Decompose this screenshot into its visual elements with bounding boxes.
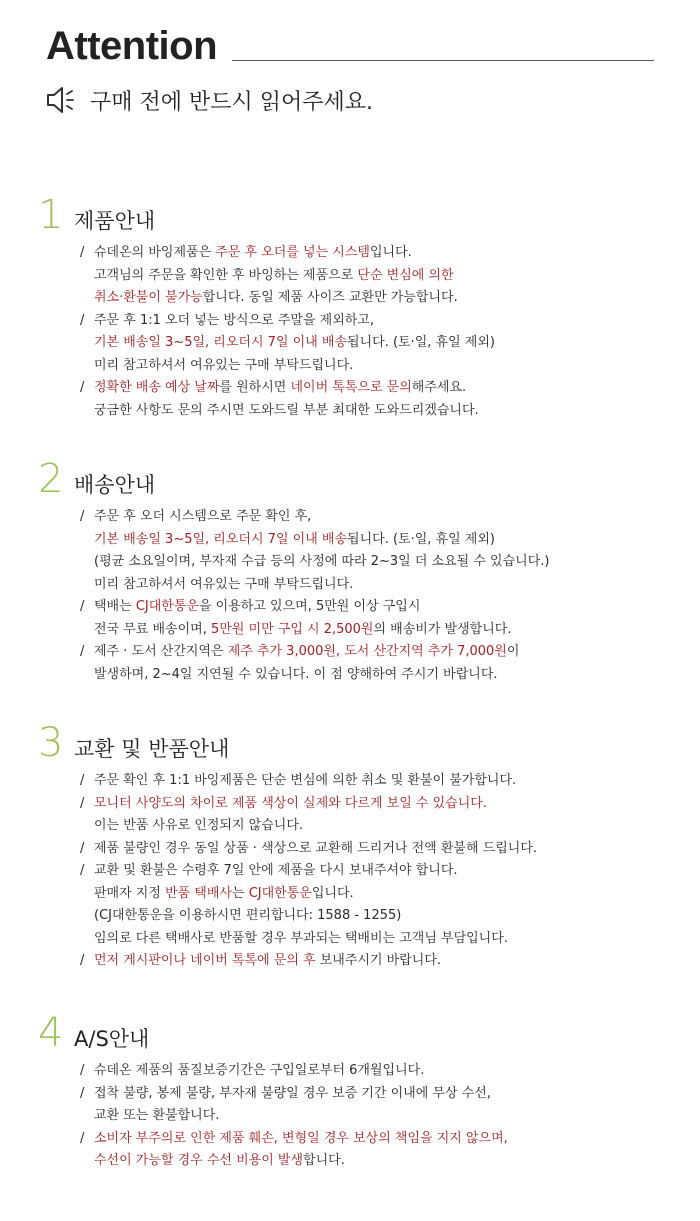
- speaker-icon: [46, 85, 82, 115]
- body-text: 제주 · 도서 산간지역은: [94, 644, 228, 659]
- text-line: [94, 664, 678, 687]
- text-line: [94, 596, 678, 619]
- body-text: (CJ대한통운을 이용하시면 편리합니다: 1588 - 1255): [94, 908, 402, 923]
- list-item: [38, 506, 678, 596]
- body-text: 고객님의 주문을 확인한 후 바잉하는 제품으로: [94, 267, 358, 283]
- bullet-slash: /: [80, 773, 85, 788]
- body-text: 합니다.: [303, 1153, 345, 1168]
- text-line: [94, 332, 678, 355]
- text-line: [94, 815, 678, 838]
- text-line: [94, 619, 678, 642]
- bullet-slash: /: [80, 380, 85, 395]
- text-line: [94, 1105, 678, 1128]
- section-title: A/S안내: [74, 1027, 150, 1051]
- text-line: [94, 1128, 678, 1151]
- body-text: 합니다. 동일 제품 사이즈 교환만 가능합니다.: [202, 290, 458, 305]
- body-text: 제품 불량인 경우 동일 상품 · 색상으로 교환해 드리거나 전액 환불해 드립니다.: [94, 840, 538, 856]
- section-1: [38, 192, 678, 422]
- highlight-text: 취소·환불이 불가능: [94, 290, 203, 305]
- body-text: 임의로 다른 택배사로 반품할 경우 부과되는 택배비는 고객님 부담입니다.: [94, 930, 508, 946]
- list-item: [38, 950, 678, 973]
- body-text: 입니다.: [311, 885, 354, 901]
- body-text: 슈데온의 바잉제품은: [94, 245, 216, 260]
- bullet-slash: /: [80, 840, 85, 856]
- body-text: 입니다.: [369, 245, 412, 260]
- highlight-text: 주문 후 오더를 넣는 시스템: [215, 245, 370, 260]
- bullet-slash: /: [80, 245, 85, 260]
- text-line: [94, 838, 678, 861]
- bullet-slash: /: [80, 599, 85, 614]
- section-title: 교환 및 반품안내: [74, 737, 230, 761]
- bullet-slash: /: [80, 644, 85, 659]
- bullet-slash: /: [80, 1130, 85, 1146]
- highlight-text: 모니터 사양도의 차이로 제품 색상이 실제와 다르게 보일 수 있습니다.: [94, 795, 487, 811]
- notice-text: 구매 전에 반드시 읽어주세요.: [90, 89, 373, 115]
- body-text: 보내주시기 바랍니다.: [315, 953, 442, 968]
- notice: [46, 84, 373, 116]
- body-text: 됩니다. (토·일, 휴일 제외): [347, 335, 495, 350]
- list-item: [38, 770, 678, 793]
- body-text: 을 이용하고 있으며, 5만원 이상 구입시: [198, 599, 421, 614]
- text-line: [94, 310, 678, 333]
- text-line: [94, 883, 678, 906]
- text-line: [94, 551, 678, 574]
- list-item: [38, 641, 678, 686]
- highlight-text: 5만원 미만 구입 시 2,500원: [211, 621, 374, 637]
- section-title: 제품안내: [74, 209, 156, 233]
- text-line: [94, 905, 678, 928]
- text-line: [94, 506, 678, 529]
- body-text: 주문 후 1:1 오더 넣는 방식으로 주말을 제외하고,: [94, 312, 375, 328]
- body-text: 택배는: [94, 599, 136, 614]
- body-text: 교환 및 환불은 수령후 7일 안에 제품을 다시 보내주셔야 합니다.: [94, 863, 458, 878]
- text-line: [94, 1083, 678, 1106]
- body-text: 주문 확인 후 1:1 바잉제품은 단순 변심에 의한 취소 및 환불이 불가합니다.: [94, 773, 517, 788]
- body-text: 전국 무료 배송이며,: [94, 621, 211, 637]
- list-item: [38, 1083, 678, 1128]
- text-line: [94, 574, 678, 597]
- bullet-slash: /: [80, 863, 85, 878]
- text-line: [94, 355, 678, 378]
- highlight-text: 기본 배송일 3~5일, 리오더시 7일 이내 배송: [94, 335, 348, 350]
- section-heading: [38, 1010, 678, 1056]
- list-item: [38, 1060, 678, 1083]
- section-heading: [38, 720, 678, 766]
- text-line: [94, 928, 678, 951]
- text-line: [94, 641, 678, 664]
- section-heading: [38, 192, 678, 238]
- section-number: 1: [38, 192, 64, 238]
- text-line: [94, 1060, 678, 1083]
- body-text: 교환 또는 환불합니다.: [94, 1108, 220, 1123]
- page-title: Attention: [46, 24, 218, 68]
- body-text: 판매자 지정: [94, 885, 166, 901]
- body-text: (평균 소요일이며, 부자재 수급 등의 사정에 따라 2~3일 더 소요될 수 있습니다.): [94, 554, 550, 569]
- text-line: [94, 950, 678, 973]
- body-text: 이는 반품 사유로 인정되지 않습니다.: [94, 818, 304, 833]
- highlight-text: 수선이 가능할 경우 수선 비용이 발생: [94, 1153, 304, 1168]
- text-line: [94, 529, 678, 552]
- body-text: 접착 불량, 봉제 불량, 부자재 불량일 경우 보증 기간 이내에 무상 수선,: [94, 1085, 491, 1101]
- bullet-slash: /: [80, 312, 85, 328]
- list-item: [38, 793, 678, 838]
- highlight-text: 소비자 부주의로 인한 제품 훼손, 변형일 경우 보상의 책임을 지지 않으며,: [94, 1130, 508, 1146]
- text-line: [94, 287, 678, 310]
- highlight-text: 단순 변심에 의한: [357, 267, 454, 283]
- list-item: [38, 242, 678, 310]
- bullet-slash: /: [80, 953, 85, 968]
- bullet-slash: /: [80, 1085, 85, 1101]
- highlight-text: CJ대한통운: [135, 599, 199, 614]
- body-text: 미리 참고하셔서 여유있는 구매 부탁드립니다.: [94, 576, 354, 592]
- section-number: 2: [38, 456, 64, 502]
- text-line: [94, 265, 678, 288]
- title-divider: [232, 60, 654, 61]
- body-text: 슈데온 제품의 품질보증기간은 구입일로부터 6개월입니다.: [94, 1063, 425, 1078]
- body-text: 미리 참고하셔서 여유있는 구매 부탁드립니다.: [94, 357, 354, 373]
- section-2: [38, 456, 678, 686]
- list-item: [38, 596, 678, 641]
- list-item: [38, 377, 678, 422]
- list-item: [38, 1128, 678, 1173]
- highlight-text: 정확한 배송 예상 날짜: [94, 380, 220, 395]
- body-text: 이: [506, 644, 520, 659]
- text-line: [94, 793, 678, 816]
- list-item: [38, 310, 678, 378]
- highlight-text: 네이버 톡톡으로 문의: [290, 380, 412, 395]
- body-text: 는: [232, 885, 249, 901]
- bullet-slash: /: [80, 795, 85, 811]
- body-text: 발생하며, 2~4일 지연될 수 있습니다. 이 점 양해하여 주시기 바랍니다.: [94, 666, 498, 682]
- body-text: 해주세요.: [411, 380, 467, 395]
- section-4: [38, 1010, 678, 1173]
- section-3: [38, 720, 678, 973]
- section-number: 3: [38, 720, 64, 766]
- body-text: 를 원하시면: [219, 380, 291, 395]
- highlight-text: 제주 추가 3,000원, 도서 산간지역 추가 7,000원: [227, 644, 507, 659]
- text-line: [94, 377, 678, 400]
- section-heading: [38, 456, 678, 502]
- highlight-text: 먼저 게시판이나 네이버 톡톡에 문의 후: [94, 953, 316, 968]
- bullet-slash: /: [80, 509, 85, 524]
- body-text: 궁금한 사항도 문의 주시면 도와드릴 부분 최대한 도와드리겠습니다.: [94, 402, 479, 418]
- section-title: 배송안내: [74, 473, 156, 497]
- body-text: 됩니다. (토·일, 휴일 제외): [347, 531, 495, 547]
- text-line: [94, 770, 678, 793]
- text-line: [94, 1150, 678, 1173]
- section-number: 4: [38, 1010, 64, 1056]
- body-text: 의 배송비가 발생합니다.: [373, 621, 512, 637]
- highlight-text: 기본 배송일 3~5일, 리오더시 7일 이내 배송: [94, 531, 348, 547]
- text-line: [94, 242, 678, 265]
- list-item: [38, 860, 678, 950]
- text-line: [94, 400, 678, 423]
- body-text: 주문 후 오더 시스템으로 주문 확인 후,: [94, 509, 312, 524]
- highlight-text: 반품 택배사: [165, 885, 232, 901]
- highlight-text: CJ대한통운: [248, 885, 312, 901]
- bullet-slash: /: [80, 1063, 85, 1078]
- list-item: [38, 838, 678, 861]
- text-line: [94, 860, 678, 883]
